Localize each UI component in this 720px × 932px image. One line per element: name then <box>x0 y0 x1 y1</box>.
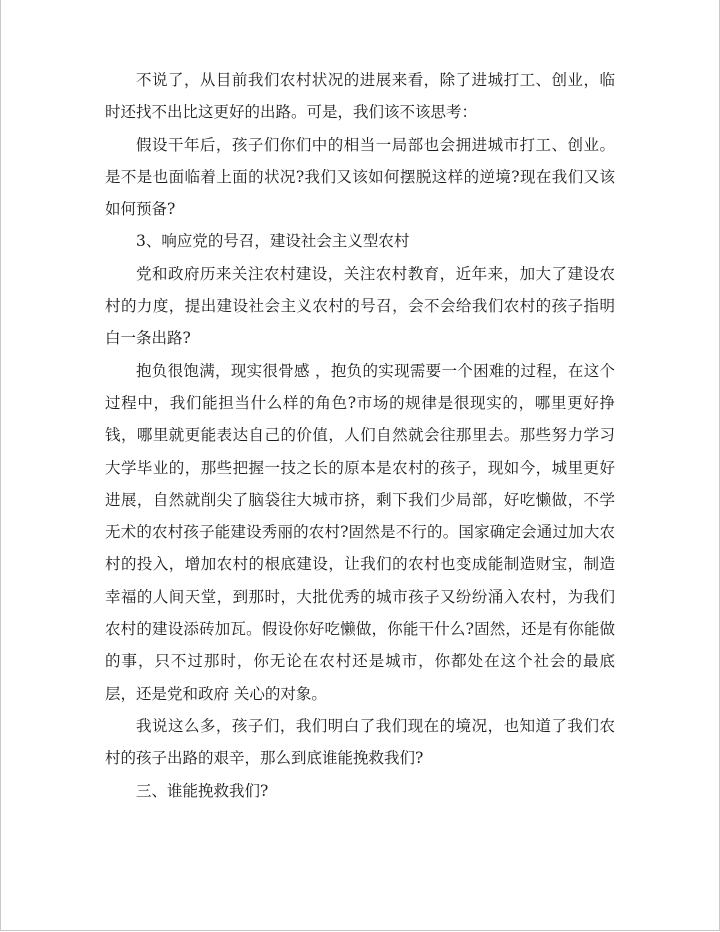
section-heading-3: 3、响应党的号召，建设社会主义型农村 <box>136 232 410 251</box>
paragraph-3: 党和政府历来关注农村建设，关注农村教育，近年来，加大了建设农村的力度，提出建设社会主义农村的号召，会不会给我们农村的孩子指明白一条出路? <box>105 264 615 348</box>
document-body <box>105 64 615 807</box>
section-heading-three: 三、谁能挽救我们? <box>136 781 269 800</box>
paragraph-4: 抱负很饱满，现实很骨感 ，抱负的实现需要一个困难的过程，在这个过程中，我们能担当什么样的角色?市场的规律是很现实的，哪里更好挣钱，哪里就更能表达自己的价值，人们自然就会往那里去。那些努力学习大学毕业的，那些把握一技之长的原本是农村的孩子，现如今，城里更好进展，自然就削尖了脑袋往大城市挤，剩下我们少局部，好吃懒做，不学无术的农村孩子能建设秀丽的农村?固然是不行的。国家确定会通过加大农村的投入，增加农村的根底建设，让我们的农村也变成能制造财宝，制造幸福的人间天堂，到那时，大批优秀的城市孩子又纷纷涌入农村，为我们农村的建设添砖加瓦。假设你好吃懒做，你能干什么?固然，还是有你能做的事，只不过那时，你无论在农村还是城市，你都处在这个社会的最底层，还是党和政府 关心的对象。 <box>105 361 615 703</box>
paragraph-1: 不说了，从目前我们农村状况的进展来看，除了进城打工、创业，临时还找不出比这更好的出路。可是，我们该不该思考： <box>105 71 615 122</box>
paragraph-2: 假设干年后，孩子们你们中的相当一局部也会拥进城市打工、创业。是不是也面临着上面的状况?我们又该如何摆脱这样的逆境?现在我们又该如何预备? <box>105 135 615 219</box>
paragraph-5: 我说这么多，孩子们，我们明白了我们现在的境况，也知道了我们农村的孩子出路的艰辛，那么到底谁能挽救我们? <box>105 716 615 768</box>
